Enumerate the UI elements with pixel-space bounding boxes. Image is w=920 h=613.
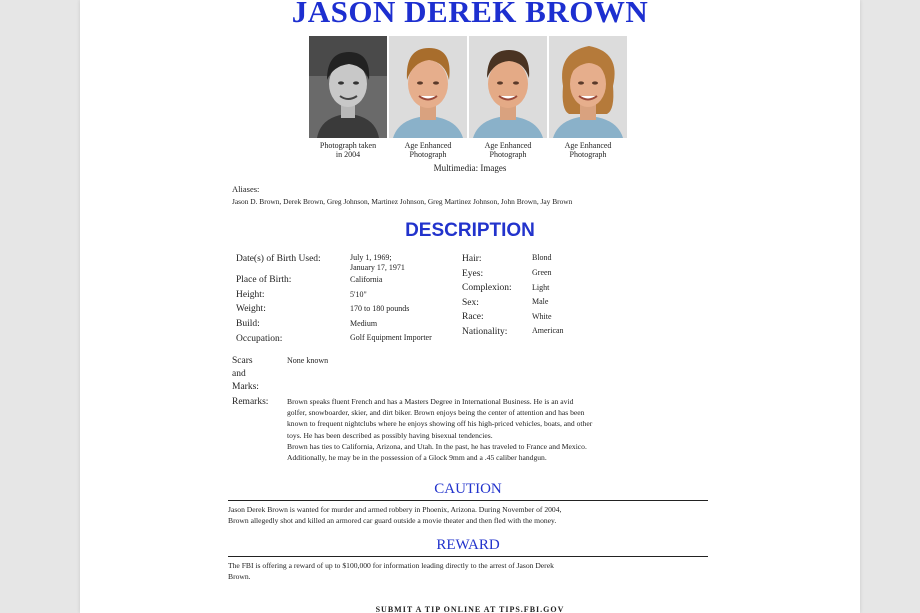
- wanted-poster-page: [80, 0, 860, 613]
- caption-line: Photograph: [569, 150, 607, 159]
- reward-text: [228, 560, 708, 582]
- detail-label-eyes: Eyes:: [462, 269, 484, 279]
- caption-line: Photograph: [409, 150, 447, 159]
- caution-line: Jason Derek Brown is wanted for murder and armed robbery in Phoenix, Arizona. During November of 2004,: [228, 505, 562, 514]
- aliases-label: Aliases:: [232, 184, 260, 194]
- detail-value-hair: Blond: [532, 253, 552, 262]
- detail-label-place-of-birth: Place of Birth:: [236, 275, 292, 285]
- scars-label-1: Scars: [232, 356, 253, 366]
- detail-label-complexion: Complexion:: [462, 283, 512, 293]
- photo-age-enhanced-1: [389, 36, 467, 138]
- detail-label-height: Height:: [236, 290, 265, 300]
- multimedia-images-link[interactable]: Multimedia: Images: [433, 163, 507, 173]
- photo-caption-1: [305, 141, 391, 159]
- detail-value-sex: Male: [532, 297, 549, 306]
- detail-value-eyes: Green: [532, 268, 552, 277]
- detail-label-weight: Weight:: [236, 304, 266, 314]
- remarks-line: Brown speaks fluent French and has a Masters Degree in International Business. He is an avid: [287, 397, 574, 406]
- detail-value-dob: July 1, 1969;: [350, 253, 392, 262]
- photo-caption-3: [465, 141, 551, 159]
- caution-divider: [228, 500, 708, 501]
- detail-label-build: Build:: [236, 319, 260, 329]
- detail-value-height: 5'10": [350, 290, 367, 299]
- detail-label-occupation: Occupation:: [236, 334, 283, 344]
- scars-label-3: Marks:: [232, 382, 259, 392]
- reward-heading: REWARD: [436, 537, 500, 553]
- caution-line: Brown allegedly shot and killed an armored car guard outside a movie theater and then fled with the money.: [228, 516, 557, 526]
- caption-line: Photograph: [489, 150, 527, 159]
- scars-label-2: and: [232, 369, 246, 379]
- detail-value-complexion: Light: [532, 283, 550, 292]
- description-heading: DESCRIPTION: [405, 220, 535, 241]
- detail-value-weight: 170 to 180 pounds: [350, 304, 410, 313]
- aliases-value: Jason D. Brown, Derek Brown, Greg Johnson, Martinez Johnson, Greg Martinez Johnson, John Brown, Jay Brown: [232, 197, 573, 206]
- detail-label-sex: Sex:: [462, 298, 479, 308]
- remarks-line: Additionally, he may be in the possession of a Glock 9mm and a .45 caliber handgun.: [287, 453, 547, 463]
- remarks-label: Remarks:: [232, 397, 269, 407]
- poster-title: JASON DEREK BROWN: [291, 0, 649, 29]
- reward-divider: [228, 556, 708, 557]
- caption-line: Age Enhanced: [564, 141, 612, 150]
- detail-value-dob-2: January 17, 1971: [350, 263, 405, 272]
- detail-value-build: Medium: [350, 319, 378, 328]
- photo-age-enhanced-3: [549, 36, 627, 138]
- remarks-line: Brown has ties to California, Arizona, and Utah. In the past, he has traveled to France and Mexico.: [287, 441, 587, 451]
- reward-line: The FBI is offering a reward of up to $100,000 for information leading directly to the arrest of Jason Derek: [228, 561, 554, 570]
- detail-label-nationality: Nationality:: [462, 327, 508, 337]
- footer-partial-text: SUBMIT A TIP ONLINE AT TIPS.FBI.GOV: [375, 605, 565, 613]
- photo-caption-2: [385, 141, 471, 159]
- remarks-line: toys. He has been described as possibly having bisexual tendencies.: [287, 430, 493, 440]
- remarks-text: [287, 396, 707, 463]
- photo-2004-grayscale: [309, 36, 387, 138]
- detail-value-race: White: [532, 312, 552, 321]
- remarks-line: known to frequent nightclubs where he enjoys showing off his high-priced vehicles, boats, and other: [287, 419, 593, 429]
- caution-heading: CAUTION: [434, 481, 502, 497]
- caption-line: Age Enhanced: [484, 141, 532, 150]
- caption-line: in 2004: [335, 150, 361, 159]
- caption-line: Photograph taken: [319, 141, 377, 150]
- detail-label-race: Race:: [462, 312, 484, 322]
- remarks-line: golfer, snowboarder, skier, and dirt biker. Brown enjoys being the center of attention and has been: [287, 408, 585, 418]
- caution-text: [228, 504, 708, 526]
- detail-label-hair: Hair:: [462, 254, 482, 264]
- detail-value-occupation: Golf Equipment Importer: [350, 333, 432, 342]
- detail-value-nationality: American: [532, 326, 564, 335]
- reward-line: Brown.: [228, 572, 251, 582]
- detail-value-place-of-birth: California: [350, 275, 383, 284]
- detail-label-dob: Date(s) of Birth Used:: [236, 254, 321, 264]
- photo-caption-4: [545, 141, 631, 159]
- caption-line: Age Enhanced: [404, 141, 452, 150]
- photo-age-enhanced-2: [469, 36, 547, 138]
- scars-value: None known: [287, 356, 329, 365]
